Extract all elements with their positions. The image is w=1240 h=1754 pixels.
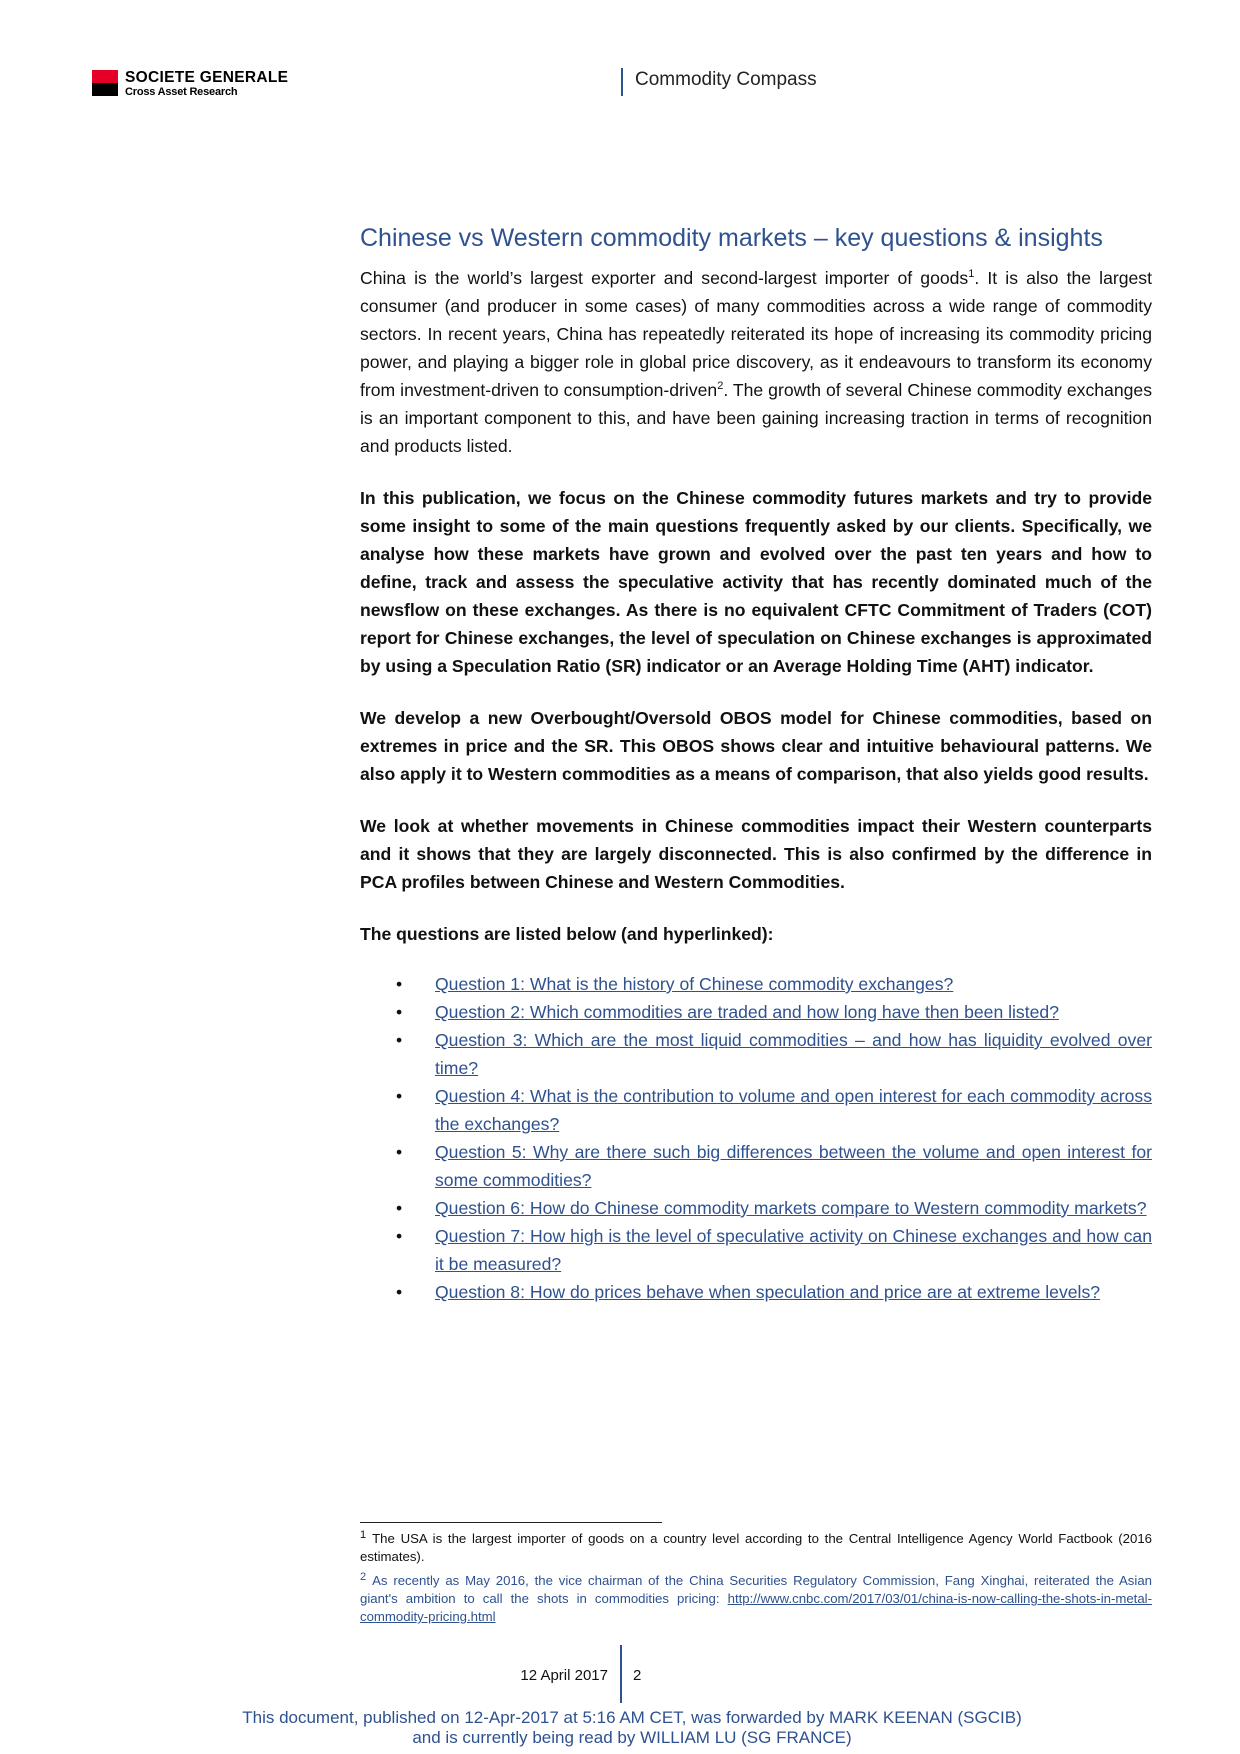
questions-list [360, 970, 1152, 1306]
list-item [396, 1194, 1152, 1222]
question-7-link[interactable]: Question 7: How high is the level of speculative activity on Chinese exchanges and how can it be measured? [435, 1226, 1152, 1274]
footnote-ref-1[interactable]: 1 [968, 268, 975, 281]
article-title: Chinese vs Western commodity markets – key questions & insights [360, 224, 1103, 252]
footnote-ref-2[interactable]: 2 [717, 380, 724, 393]
forwarding-line-1: This document, published on 12-Apr-2017 at 5:16 AM CET, was forwarded by MARK KEENAN (SGCIB) [242, 1708, 1022, 1727]
list-item [396, 1138, 1152, 1194]
bullet-icon: • [396, 1198, 403, 1218]
brand-name: SOCIETE GENERALE [125, 69, 289, 86]
brand-mark-black [92, 83, 118, 96]
list-item [396, 1026, 1152, 1082]
summary-paragraph-obos: We develop a new Overbought/Oversold OBOS model for Chinese commodities, based on extremes in price and the SR. This OBOS shows clear and intuitive behavioural patterns. We also apply it to Western commodities as a means of comparison, that also yields good results. [360, 708, 1152, 784]
footnote-1 [360, 1530, 1152, 1566]
list-item [396, 1222, 1152, 1278]
list-item [396, 998, 1152, 1026]
question-2-link[interactable]: Question 2: Which commodities are traded and how long have then been listed? [435, 1002, 1059, 1022]
page-number: 2 [633, 1667, 642, 1684]
question-4-link[interactable]: Question 4: What is the contribution to volume and open interest for each commodity across the exchanges? [435, 1086, 1152, 1134]
footnote-2 [360, 1572, 1152, 1626]
bullet-icon: • [396, 1226, 403, 1246]
brand-mark-icon [92, 70, 118, 96]
list-item [396, 1082, 1152, 1138]
question-3-link[interactable]: Question 3: Which are the most liquid commodities – and how has liquidity evolved over time? [435, 1030, 1152, 1078]
question-1-link[interactable]: Question 1: What is the history of Chinese commodity exchanges? [435, 974, 954, 994]
brand-mark-red [92, 70, 118, 83]
header-divider [621, 68, 623, 96]
footnote-separator [360, 1522, 662, 1523]
list-item [396, 970, 1152, 998]
intro-paragraph: China is the world’s largest exporter and second-largest importer of goods$^1$. It is also the largest consumer (and producer in some cases) of many commodities across a wide range of commodity sectors. In recent years, China has repeatedly reiterated its hope of increasing its commodity pricing power, and playing a bigger role in global price discovery, as it endeavours to transform its economy from investment-driven to consumption-driven$^2$. The growth of several Chinese commodity exchanges is an important component to this, and have been gaining increasing traction in terms of recognition and products listed. [360, 268, 1152, 456]
footnote-2-number: 2 [360, 1570, 367, 1583]
article-body [360, 222, 1152, 1306]
footnote-2-text: As recently as May 2016, the vice chairman of the China Securities Regulatory Commission, Fang Xinghai, reiterated the Asian giant's ambition to call the shots in commodities pricing: [360, 1573, 1152, 1606]
forwarding-line-2: and is currently being read by WILLIAM LU (SG FRANCE) [412, 1728, 852, 1747]
brand-text [125, 70, 288, 99]
footnote-1-number: 1 [360, 1528, 367, 1541]
list-item [396, 1278, 1152, 1306]
societe-generale-logo [92, 70, 288, 99]
bullet-icon: • [396, 1142, 403, 1162]
bullet-icon: • [396, 1030, 403, 1050]
brand-subtitle: Cross Asset Research [125, 86, 238, 98]
bullet-icon: • [396, 1282, 403, 1302]
bullet-icon: • [396, 1086, 403, 1106]
bullet-icon: • [396, 974, 403, 994]
forwarding-notice [0, 1708, 1240, 1748]
bullet-icon: • [396, 1002, 403, 1022]
questions-intro: The questions are listed below (and hyperlinked): [360, 924, 774, 944]
footnote-1-text: The USA is the largest importer of goods on a country level according to the Central Intelligence Agency World Factbook (2016 estimates). [360, 1531, 1152, 1564]
footnotes [360, 1530, 1152, 1632]
question-8-link[interactable]: Question 8: How do prices behave when speculation and price are at extreme levels? [435, 1282, 1101, 1302]
footnote-2-link[interactable]: http://www.cnbc.com/2017/03/01/china-is-now-calling-the-shots-in-metal-commodity-pricing.html [360, 1591, 1152, 1624]
publication-title: Commodity Compass [635, 69, 817, 90]
footer-divider [620, 1645, 622, 1703]
publication-date: 12 April 2017 [520, 1667, 608, 1684]
summary-paragraph-focus: In this publication, we focus on the Chinese commodity futures markets and try to provide some insight to some of the main questions frequently asked by our clients. Specifically, we analyse how these markets have grown and evolved over the past ten years and how to define, track and assess the speculative activity that has recently dominated much of the newsflow on these exchanges. As there is no equivalent CFTC Commitment of Traders (COT) report for Chinese exchanges, the level of speculation on Chinese exchanges is approximated by using a Speculation Ratio (SR) indicator or an Average Holding Time (AHT) indicator. [360, 488, 1152, 676]
question-6-link[interactable]: Question 6: How do Chinese commodity markets compare to Western commodity markets? [435, 1198, 1147, 1218]
summary-paragraph-disconnect: We look at whether movements in Chinese commodities impact their Western counterparts and it shows that they are largely disconnected. This is also confirmed by the difference in PCA profiles between Chinese and Western Commodities. [360, 816, 1152, 892]
question-5-link[interactable]: Question 5: Why are there such big differences between the volume and open interest for some commodities? [435, 1142, 1152, 1190]
